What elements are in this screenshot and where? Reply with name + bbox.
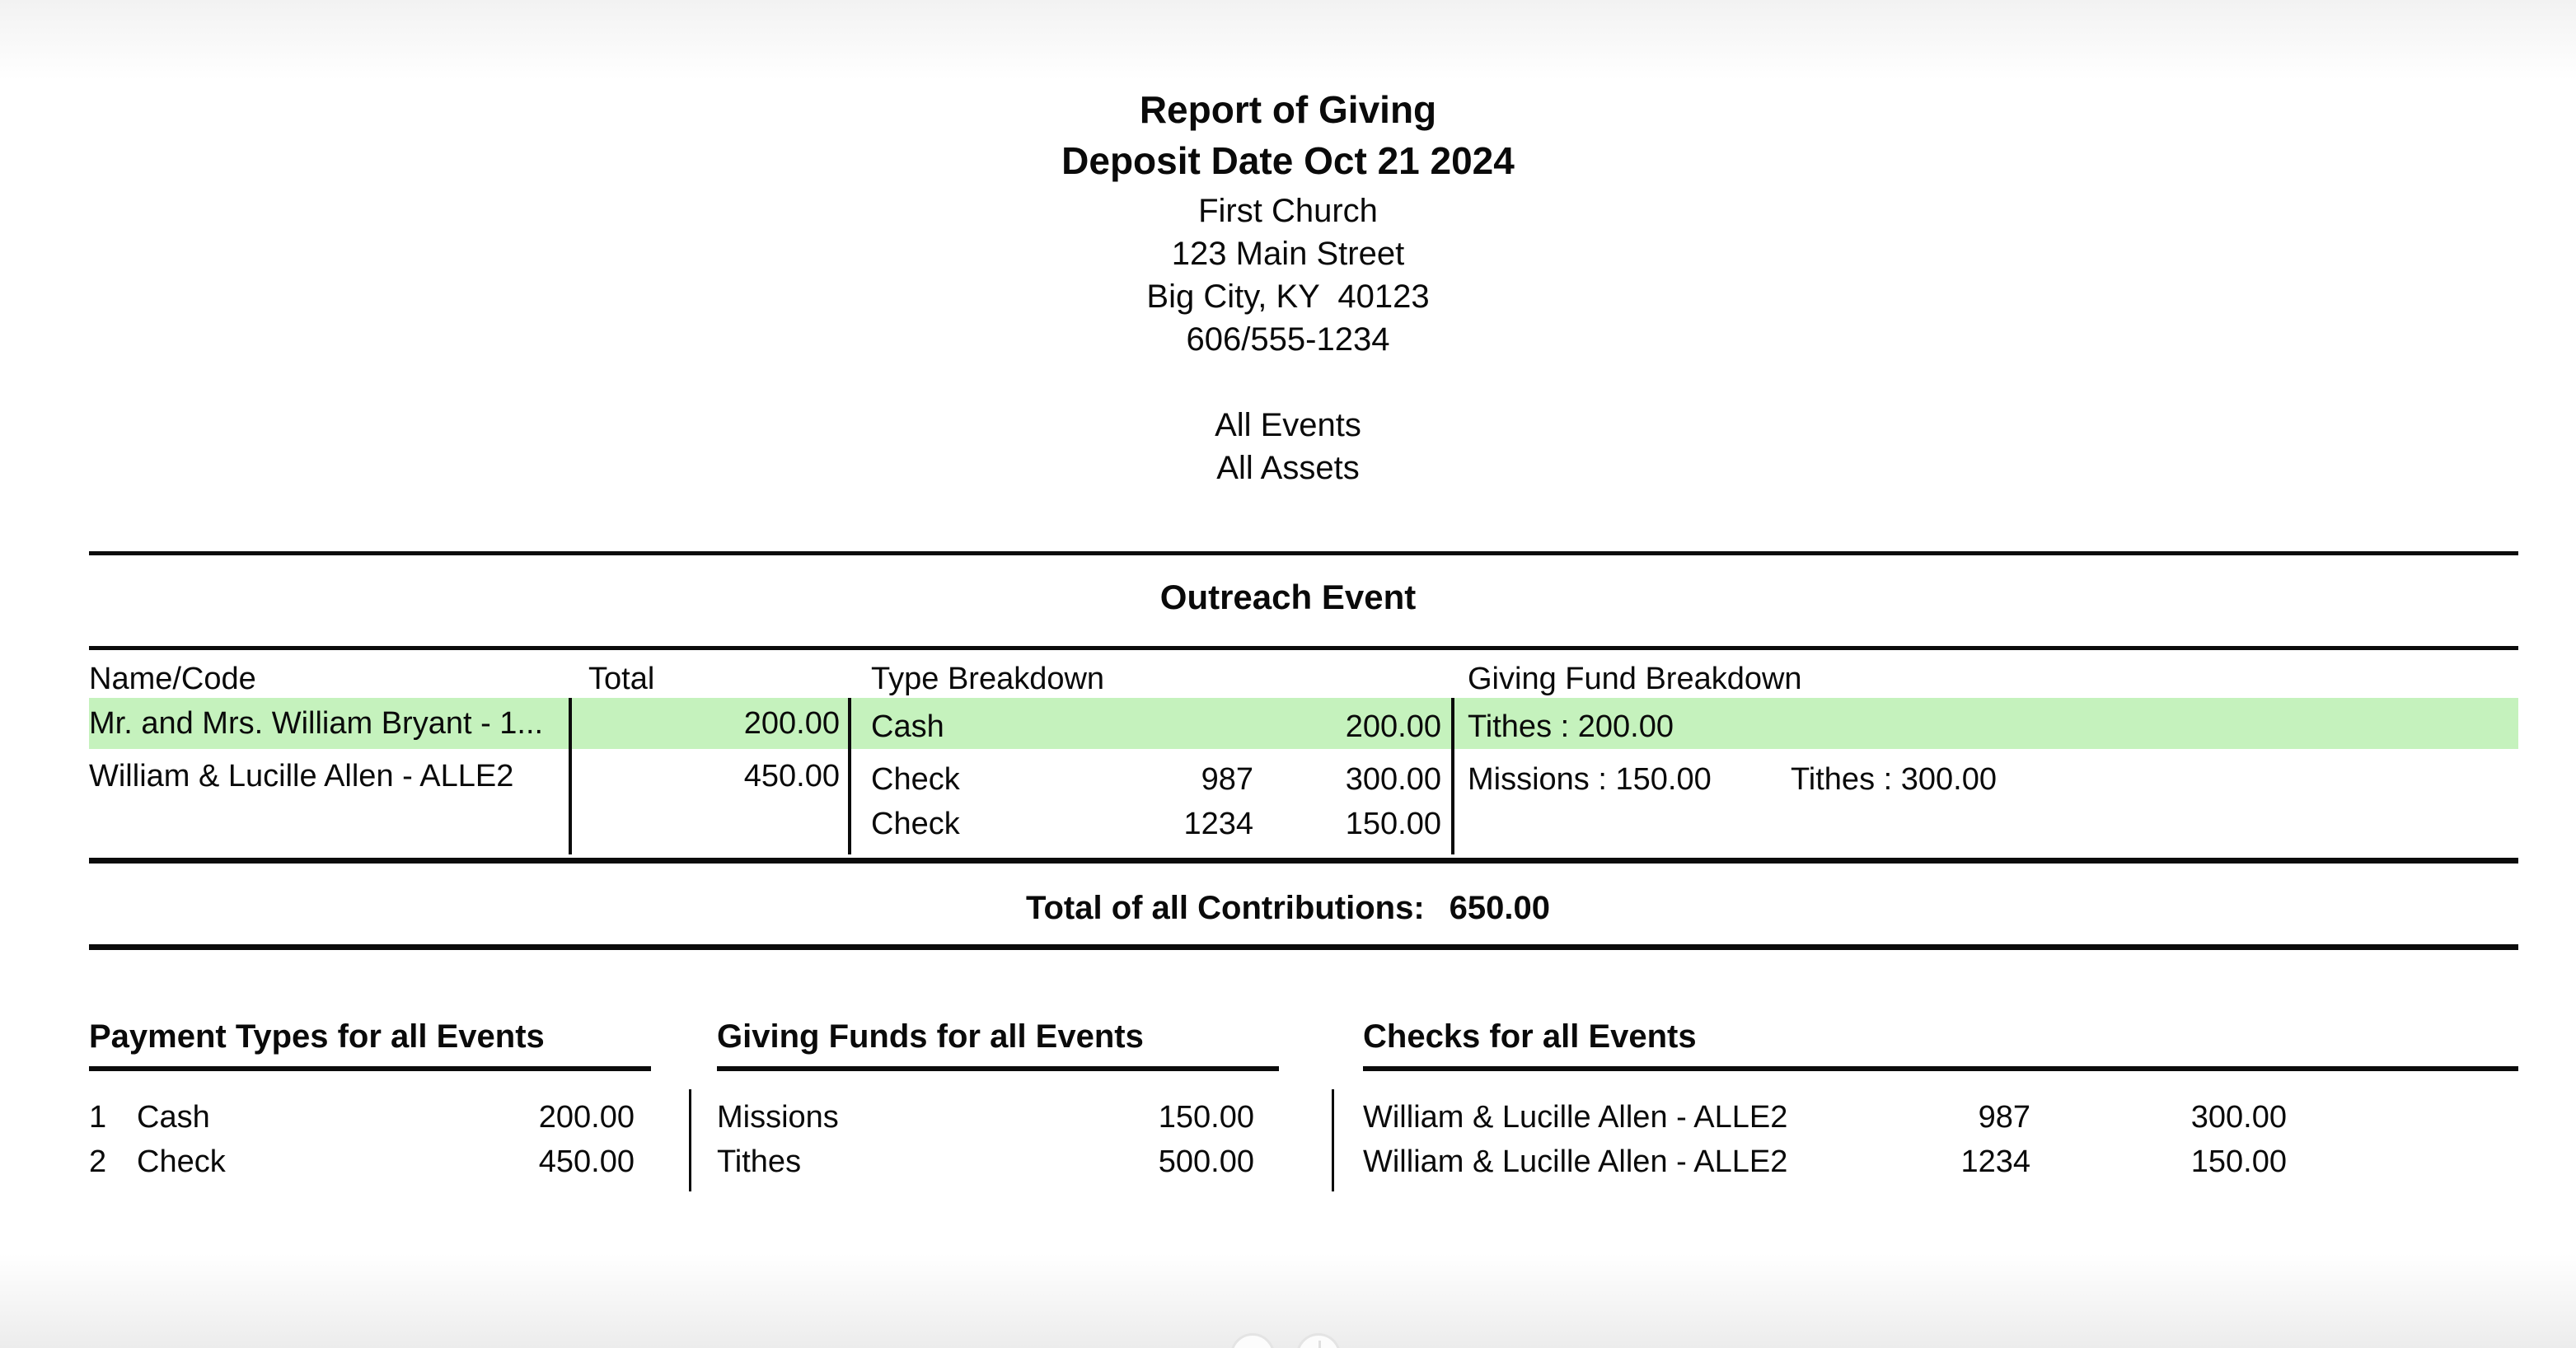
check-donor-name: William & Lucille Allen - ALLE2 bbox=[1363, 1100, 1788, 1135]
grand-total-label: Total of all Contributions: bbox=[1026, 890, 1425, 926]
clock-icon bbox=[1318, 1341, 1321, 1348]
column-header-name-code: Name/Code bbox=[89, 662, 256, 696]
column-divider bbox=[1451, 698, 1454, 854]
church-city-state-zip: Big City, KY 40123 bbox=[1146, 278, 1430, 315]
column-header-total: Total bbox=[588, 662, 655, 696]
church-name: First Church bbox=[1198, 193, 1378, 229]
check-number: 1234 bbox=[1960, 1144, 2030, 1179]
check-donor-name: William & Lucille Allen - ALLE2 bbox=[1363, 1144, 1788, 1179]
horizontal-rule-above-total bbox=[89, 858, 2518, 864]
payment-type-label: Cash bbox=[137, 1100, 210, 1135]
horizontal-rule-under-event bbox=[89, 646, 2518, 650]
column-header-type: Type Breakdown bbox=[871, 662, 1105, 696]
payment-type-amount: 450.00 bbox=[538, 1144, 635, 1179]
section-divider bbox=[1332, 1089, 1334, 1191]
payment-amount: 150.00 bbox=[1345, 807, 1441, 841]
church-street: 123 Main Street bbox=[1171, 236, 1405, 272]
column-divider bbox=[569, 698, 572, 854]
check-number: 987 bbox=[1201, 762, 1253, 797]
horizontal-rule-top bbox=[89, 551, 2518, 555]
fund-breakdown: Tithes : 200.00 bbox=[1468, 709, 1674, 744]
donor-name[interactable]: William & Lucille Allen - ALLE2 bbox=[89, 759, 514, 793]
check-amount: 300.00 bbox=[2190, 1100, 2287, 1135]
section-divider bbox=[689, 1089, 691, 1191]
payment-type: Check bbox=[871, 807, 960, 841]
checks-title: Checks for all Events bbox=[1363, 1018, 1697, 1055]
payment-type-number: 1 bbox=[89, 1100, 107, 1135]
giving-funds-title: Giving Funds for all Events bbox=[717, 1018, 1144, 1055]
payment-amount: 200.00 bbox=[1345, 709, 1441, 744]
payment-type-label: Check bbox=[137, 1144, 226, 1179]
check-number: 987 bbox=[1978, 1100, 2030, 1135]
giving-fund-amount: 500.00 bbox=[1158, 1144, 1254, 1179]
bottom-toolbar-button-left[interactable] bbox=[1230, 1333, 1275, 1348]
horizontal-rule-below-total bbox=[89, 944, 2518, 950]
filter-all-assets: All Assets bbox=[1216, 450, 1360, 486]
payment-type: Check bbox=[871, 762, 960, 797]
payment-types-title: Payment Types for all Events bbox=[89, 1018, 545, 1055]
donor-name[interactable]: Mr. and Mrs. William Bryant - 1... bbox=[89, 706, 544, 741]
checks-underline bbox=[1363, 1066, 2518, 1071]
grand-total-line bbox=[0, 888, 2576, 928]
bottom-toolbar-button-right[interactable] bbox=[1296, 1333, 1341, 1348]
check-amount: 150.00 bbox=[2190, 1144, 2287, 1179]
payment-type-amount: 200.00 bbox=[538, 1100, 635, 1135]
deposit-date-line: Deposit Date Oct 21 2024 bbox=[1061, 139, 1515, 182]
column-header-fund: Giving Fund Breakdown bbox=[1468, 662, 1802, 696]
giving-fund-label: Missions bbox=[717, 1100, 839, 1135]
church-phone: 606/555-1234 bbox=[1186, 321, 1390, 358]
donor-total: 200.00 bbox=[743, 706, 840, 741]
report-title: Report of Giving bbox=[1139, 88, 1437, 131]
fund-breakdown: Missions : 150.00 bbox=[1468, 762, 1712, 797]
fund-breakdown: Tithes : 300.00 bbox=[1791, 762, 1997, 797]
event-title: Outreach Event bbox=[1159, 578, 1417, 616]
filter-all-events: All Events bbox=[1215, 407, 1361, 443]
column-divider bbox=[848, 698, 851, 854]
check-number: 1234 bbox=[1183, 807, 1253, 841]
payment-types-underline bbox=[89, 1066, 651, 1071]
giving-funds-underline bbox=[717, 1066, 1279, 1071]
giving-fund-label: Tithes bbox=[717, 1144, 802, 1179]
payment-type: Cash bbox=[871, 709, 944, 744]
payment-type-number: 2 bbox=[89, 1144, 107, 1179]
grand-total-value: 650.00 bbox=[1449, 890, 1550, 926]
donor-total: 450.00 bbox=[743, 759, 840, 793]
payment-amount: 300.00 bbox=[1345, 762, 1441, 797]
giving-fund-amount: 150.00 bbox=[1158, 1100, 1254, 1135]
